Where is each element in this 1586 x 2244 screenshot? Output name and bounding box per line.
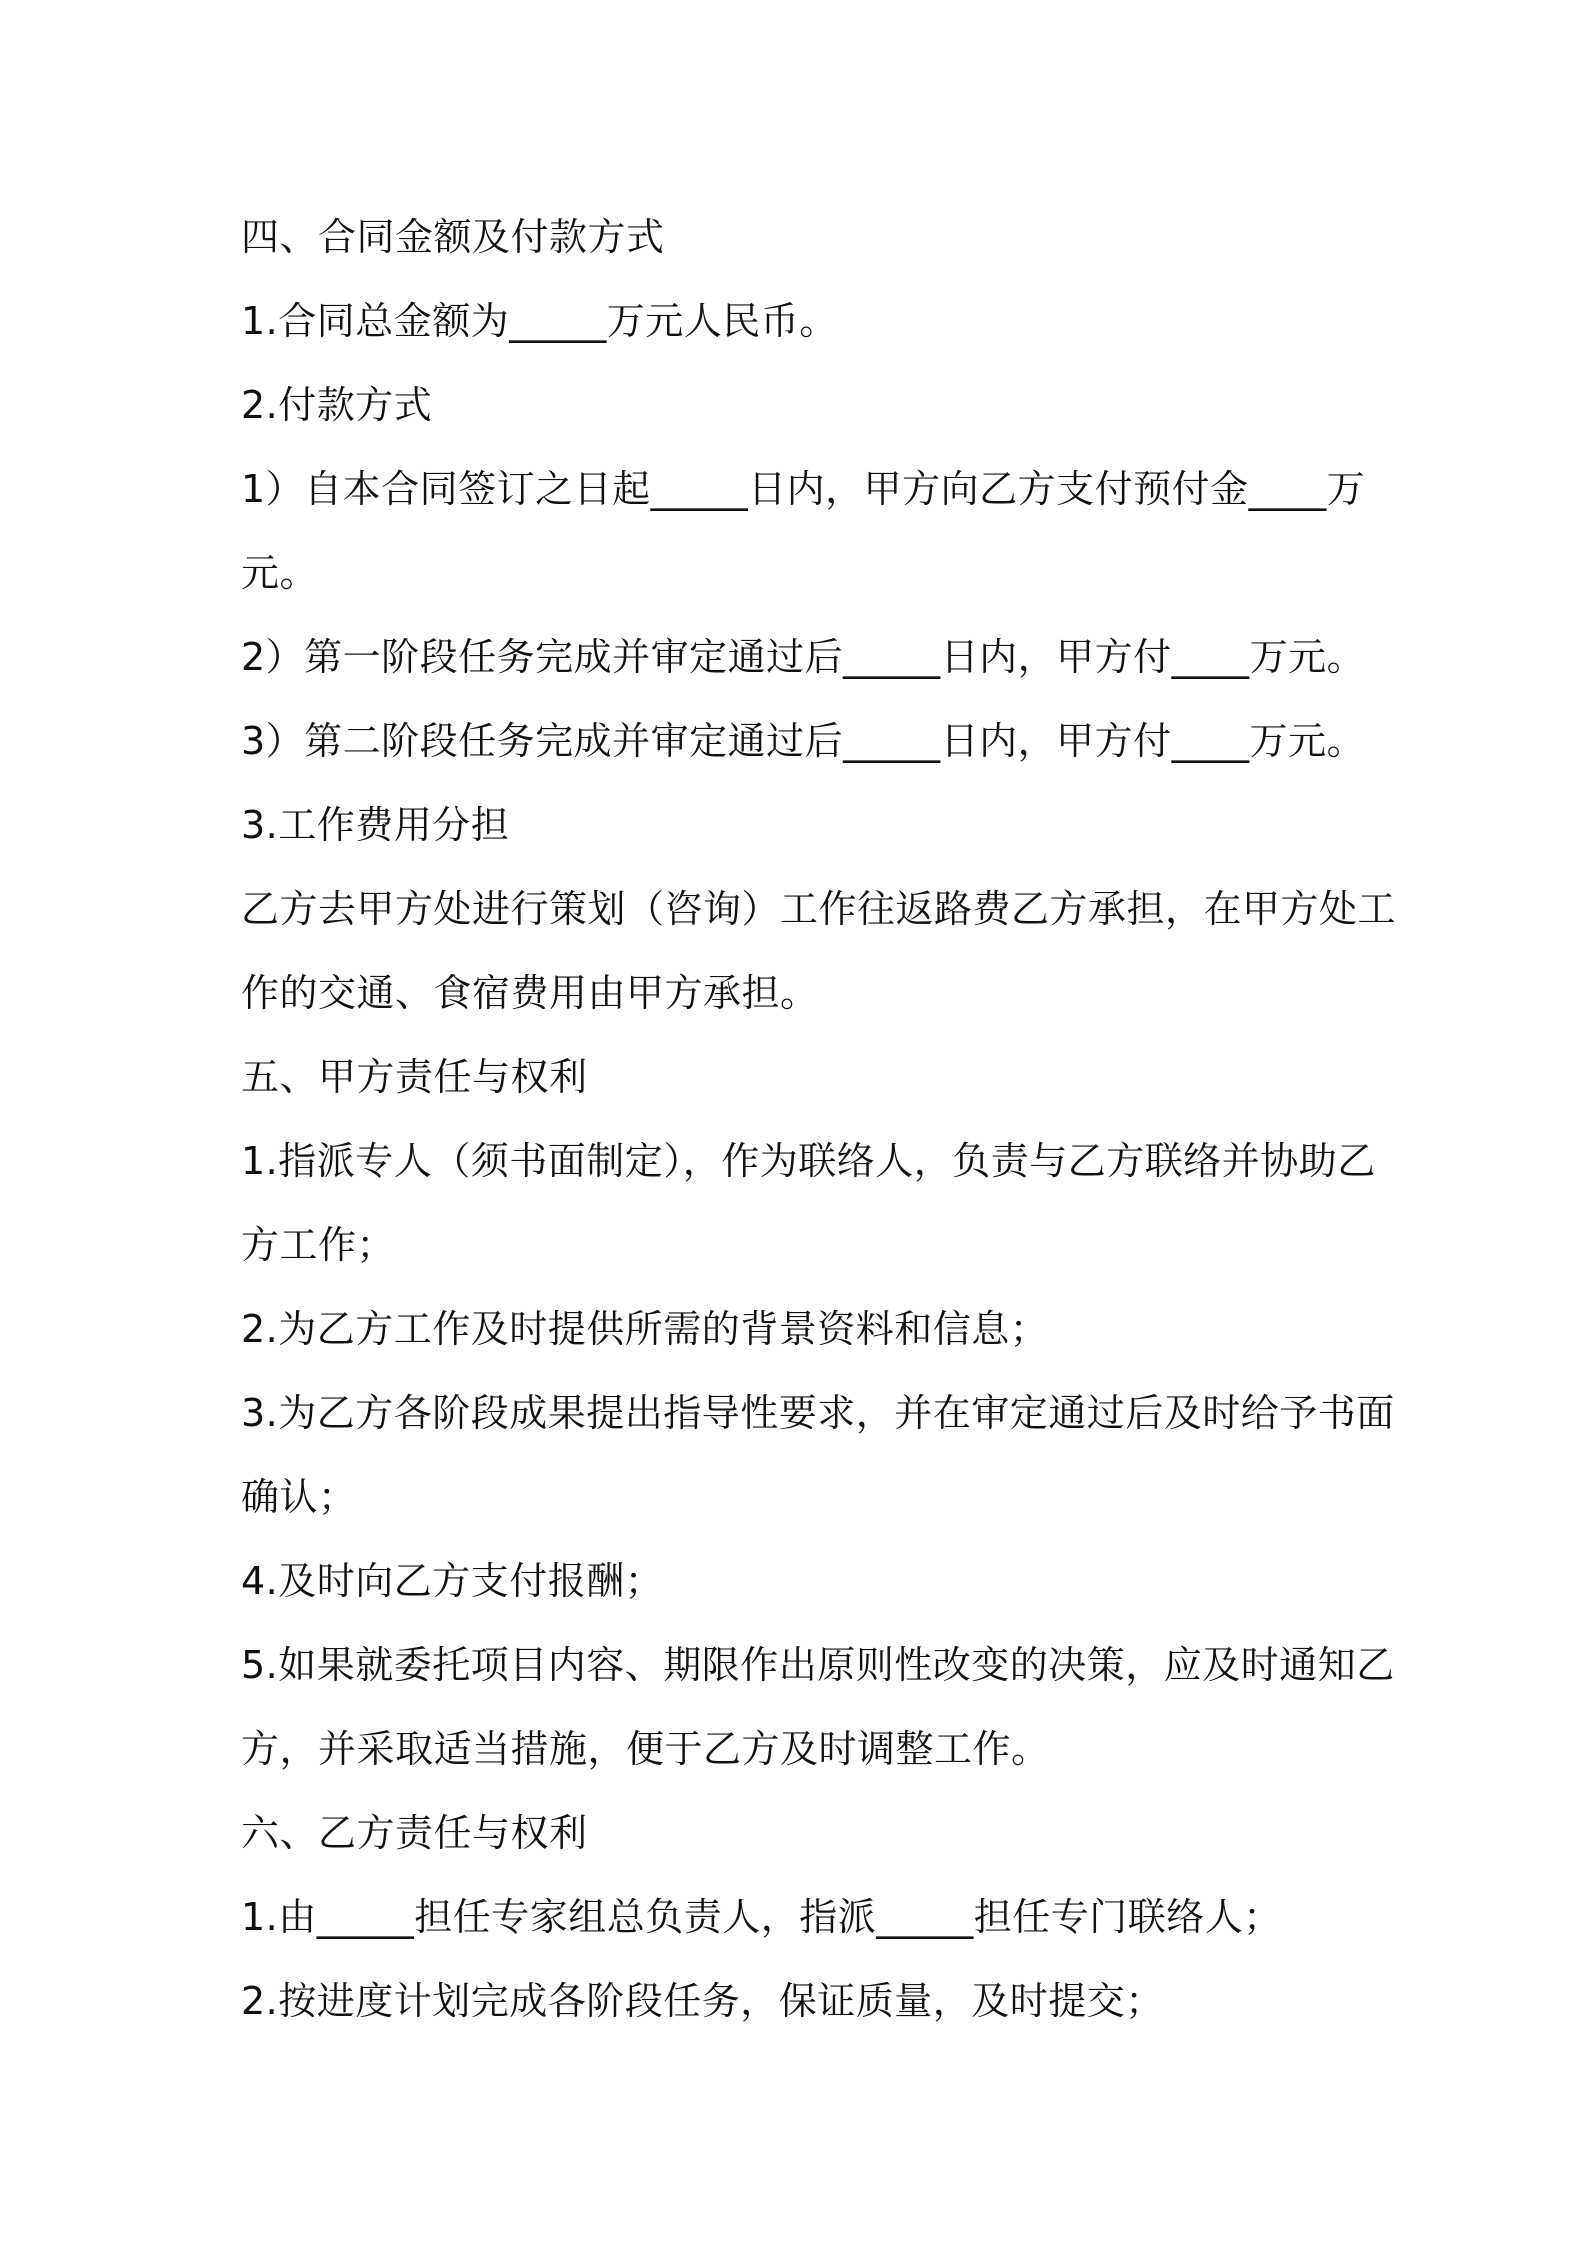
paragraph-party-a-item-3-cont: 确认；: [241, 1475, 357, 1519]
subheading-payment-method: 2.付款方式: [241, 383, 433, 427]
paragraph-party-a-item-1: 1.指派专人（须书面制定），作为联络人，负责与乙方联络并协助乙: [241, 1139, 1376, 1183]
paragraph-party-a-item-2: 2.为乙方工作及时提供所需的背景资料和信息；: [241, 1307, 1049, 1351]
paragraph-advance-payment: 1）自本合同签订之日起_____日内，甲方向乙方支付预付金____万: [241, 467, 1366, 511]
paragraph-party-a-item-1-cont: 方工作；: [241, 1223, 396, 1267]
section-heading-party-a: 五、甲方责任与权利: [241, 1055, 588, 1099]
paragraph-party-b-item-1: 1.由_____担任专家组总负责人，指派_____担任专门联络人；: [241, 1895, 1282, 1939]
paragraph-stage-two-payment: 3）第二阶段任务完成并审定通过后_____日内，甲方付____万元。: [241, 719, 1366, 763]
paragraph-party-b-item-2: 2.按进度计划完成各阶段任务，保证质量，及时提交；: [241, 1979, 1164, 2023]
document-body: [241, 195, 1397, 2043]
paragraph-party-a-item-5: 5.如果就委托项目内容、期限作出原则性改变的决策，应及时通知乙: [241, 1643, 1395, 1687]
paragraph-advance-payment-cont: 元。: [241, 551, 319, 595]
paragraph-party-a-item-3: 3.为乙方各阶段成果提出指导性要求，并在审定通过后及时给予书面: [241, 1391, 1395, 1435]
paragraph-party-a-item-5-cont: 方，并采取适当措施，便于乙方及时调整工作。: [241, 1727, 1050, 1771]
subheading-cost-sharing: 3.工作费用分担: [241, 803, 510, 847]
section-heading-contract-amount: 四、合同金额及付款方式: [241, 215, 665, 259]
paragraph-party-a-item-4: 4.及时向乙方支付报酬；: [241, 1559, 664, 1603]
section-heading-party-b: 六、乙方责任与权利: [241, 1811, 588, 1855]
paragraph-cost-sharing: 乙方去甲方处进行策划（咨询）工作往返路费乙方承担，在甲方处工: [241, 887, 1397, 931]
paragraph-stage-one-payment: 2）第一阶段任务完成并审定通过后_____日内，甲方付____万元。: [241, 635, 1366, 679]
paragraph-cost-sharing-cont: 作的交通、食宿费用由甲方承担。: [241, 971, 819, 1015]
paragraph-total-amount: 1.合同总金额为_____万元人民币。: [241, 299, 838, 343]
